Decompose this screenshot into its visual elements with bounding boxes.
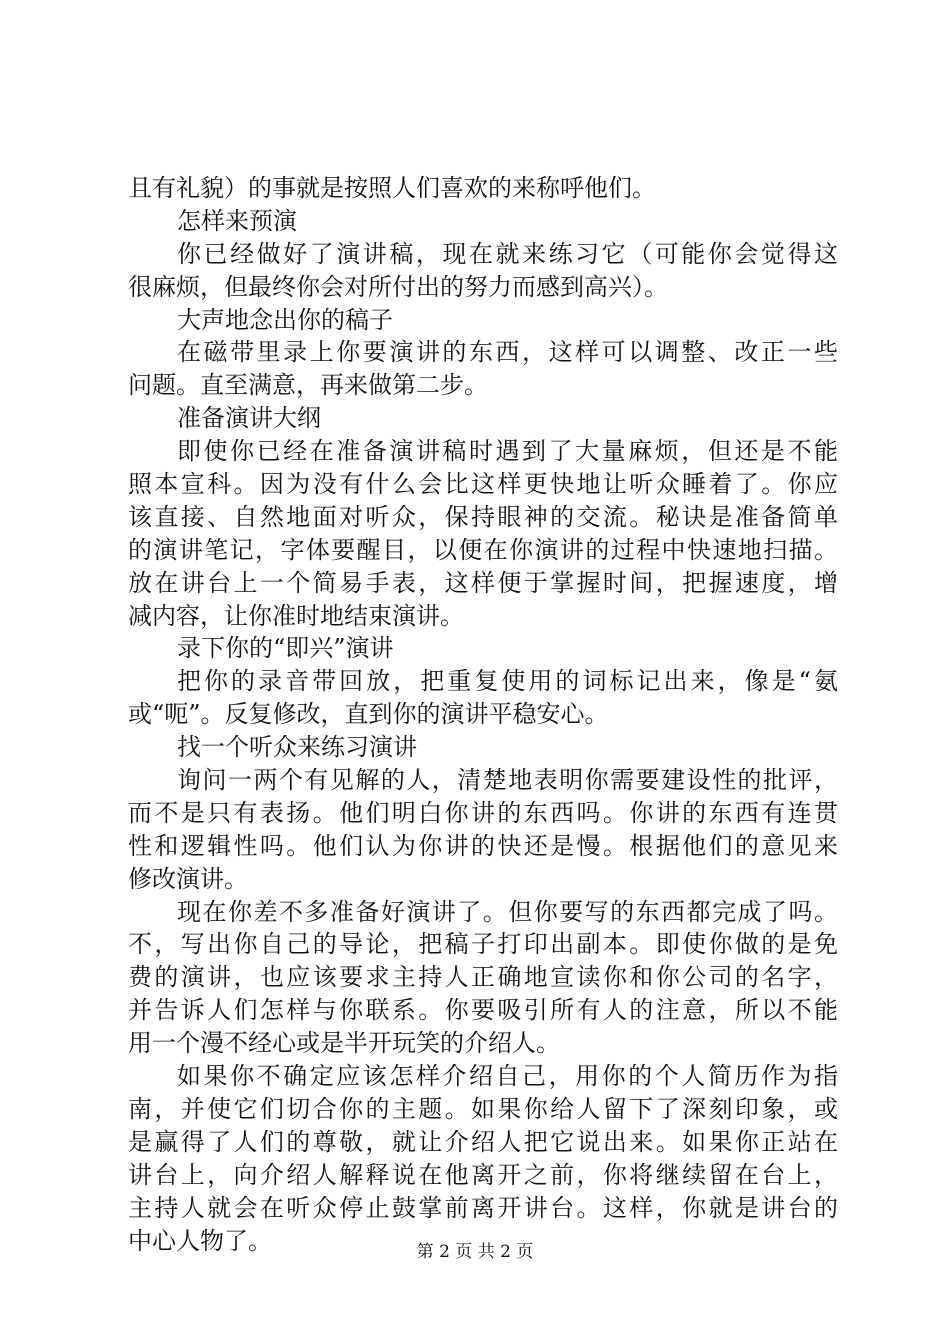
text-line: 你已经做好了演讲稿，现在就来练习它（可能你会觉得这 — [177, 239, 838, 268]
text-line: 或“呃”。反复修改，直到你的演讲平稳安心。 — [128, 700, 609, 729]
text-line: 录下你的“即兴”演讲 — [177, 634, 394, 663]
text-line: 准备演讲大纲 — [177, 404, 321, 433]
text-line: 且有礼貌）的事就是按照人们喜欢的来称呼他们。 — [128, 174, 656, 202]
text-line: 不，写出你自己的导论，把稿子打印出副本。即使你做的是免 — [128, 930, 838, 959]
text-line: 在磁带里录上你要演讲的东西，这样可以调整、改正一些 — [177, 338, 838, 367]
text-line: 减内容，让你准时地结束演讲。 — [128, 601, 464, 630]
text-line: 现在你差不多准备好演讲了。但你要写的东西都完成了吗。 — [177, 897, 838, 926]
text-line: 南，并使它们切合你的主题。如果你给人留下了深刻印象，或 — [128, 1094, 838, 1123]
text-line: 照本宣科。因为没有什么会比这样更快地让听众睡着了。你应 — [128, 470, 838, 499]
text-line: 很麻烦，但最终你会对所付出的努力而感到高兴）。 — [128, 272, 668, 301]
text-line: 即使你已经在准备演讲稿时遇到了大量麻烦，但还是不能 — [177, 437, 838, 466]
text-line: 并告诉人们怎样与你联系。你要吸引所有人的注意，所以不能 — [128, 996, 838, 1025]
text-line: 询问一两个有见解的人，清楚地表明你需要建设性的批评， — [177, 766, 838, 795]
text-line: 找一个听众来练习演讲 — [177, 733, 417, 762]
text-line: 问题。直至满意，再来做第二步。 — [128, 371, 488, 400]
text-line: 把你的录音带回放，把重复使用的词标记出来，像是“氨 — [177, 667, 838, 696]
text-line: 是赢得了人们的尊敬，就让介绍人把它说出来。如果你正站在 — [128, 1127, 838, 1156]
text-line: 费的演讲，也应该要求主持人正确地宣读你和你公司的名字， — [128, 963, 838, 992]
text-line: 性和逻辑性吗。他们认为你讲的快还是慢。根据他们的意见来 — [128, 831, 838, 860]
text-line: 中心人物了。 — [128, 1226, 272, 1255]
text-line: 如果你不确定应该怎样介绍自己，用你的个人简历作为指 — [177, 1062, 838, 1091]
text-line: 用一个漫不经心或是半开玩笑的介绍人。 — [128, 1029, 560, 1058]
text-line: 而不是只有表扬。他们明白你讲的东西吗。你讲的东西有连贯 — [128, 798, 838, 827]
text-line: 修改演讲。 — [128, 864, 248, 893]
text-line: 该直接、自然地面对听众，保持眼神的交流。秘诀是准备简单 — [128, 502, 838, 531]
text-line: 大声地念出你的稿子 — [177, 305, 393, 334]
text-line: 讲台上，向介绍人解释说在他离开之前，你将继续留在台上， — [128, 1160, 838, 1189]
text-line: 的演讲笔记，字体要醒目，以便在你演讲的过程中快速地扫描。 — [128, 535, 838, 564]
text-line: 主持人就会在听众停止鼓掌前离开讲台。这样，你就是讲台的 — [128, 1193, 838, 1222]
document-body — [128, 172, 838, 1257]
text-line: 怎样来预演 — [177, 206, 297, 235]
text-line: 放在讲台上一个简易手表，这样便于掌握时间，把握速度，增 — [128, 568, 838, 597]
page-footer: 第 2 页 共 2 页 — [416, 1242, 534, 1262]
